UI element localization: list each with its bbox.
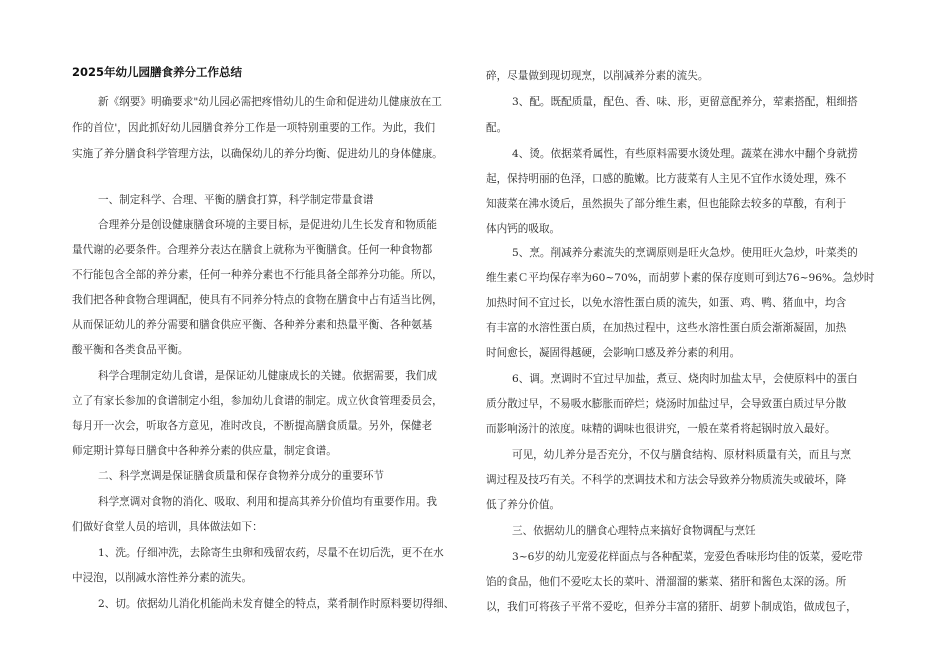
paragraph-line: 馅的食品，他们不爱吃太长的菜叶、滑溜溜的紫菜、猪肝和酱色太深的汤。所 xyxy=(486,576,847,588)
paragraph-line: 量代谢的必要条件。合理养分表达在膳食上就称为平衡膳食。任何一种食物都 xyxy=(72,244,433,256)
paragraph-line: 5、烹。削减养分素流失的烹调原则是旺火急炒。使用旺火急炒，叶菜类的 xyxy=(512,247,858,259)
section-heading: 三、依据幼儿的膳食心理特点来搞好食物调配与烹饪 xyxy=(512,525,756,537)
section-heading: 一、制定科学、合理、平衡的膳食打算，科学制定带量食谱 xyxy=(98,194,374,206)
paragraph-line: 师定期计算每日膳食中各种养分素的供应量，制定食谱。 xyxy=(72,445,337,457)
paragraph-line: 新《纲要》明确要求"幼儿园必需把疼惜幼儿的生命和促进幼儿健康放在工 xyxy=(98,96,442,108)
paragraph-line: 知菠菜在沸水烫后，虽然损失了部分维生素，但也能除去较多的草酸，有利于 xyxy=(486,198,847,210)
paragraph-line: 6、调。烹调时不宜过早加盐，煮豆、烧肉时加盐太早，会使原料中的蛋白 xyxy=(512,373,858,385)
paragraph-line: 合理养分是创设健康膳食环境的主要目标，是促进幼儿生长发育和物质能 xyxy=(98,219,437,231)
paragraph-line: 立了有家长参加的食谱制定小组，参加幼儿食谱的制定。成立伙食管理委员会， xyxy=(72,395,443,407)
paragraph-line: 低了养分价值。 xyxy=(486,499,561,511)
paragraph-line: 调过程及技巧有关。不科学的烹调技术和方法会导致养分物质流失或破坏，降 xyxy=(486,474,847,486)
paragraph-line: 可见，幼儿养分是否充分，不仅与膳食结构、原材料质量有关，而且与烹 xyxy=(512,449,851,461)
paragraph-line: 我们把各种食物合理调配，使具有不同养分特点的食物在膳食中占有适当比例， xyxy=(72,294,443,306)
document-title: 2025年幼儿园膳食养分工作总结 xyxy=(72,65,243,79)
paragraph-line: 维生素Ｃ平均保存率为60~70%，而胡萝卜素的保存度则可到达76~96%。急炒时 xyxy=(486,272,875,284)
paragraph-line: 不行能包含全部的养分素，任何一种养分素也不行能具备全部养分功能。所以， xyxy=(72,269,443,281)
paragraph-line: 起，保持明丽的色泽，口感的脆嫩。比方菠菜有人主见不宜作水烫处理，殊不 xyxy=(486,173,847,185)
paragraph-line: 实施了养分膳食科学管理方法，以确保幼儿的养分均衡、促进幼儿的身体健康。 xyxy=(72,148,443,160)
paragraph-line: 科学合理制定幼儿食谱，是保证幼儿健康成长的关键。依据需要，我们成 xyxy=(98,370,437,382)
paragraph-line: 中浸泡，以削减水溶性养分素的流失。 xyxy=(72,572,253,584)
paragraph-line: 从而保证幼儿的养分需要和膳食供应平衡、各种养分素和热量平衡、各种氨基 xyxy=(72,319,433,331)
paragraph-line: 配。 xyxy=(486,122,508,134)
paragraph-line: 作的首位'，因此抓好幼儿园膳食养分工作是一项特别重要的工作。为此，我们 xyxy=(72,122,436,134)
paragraph-line: 4、烫。依据菜肴属性，有些原料需要水烫处理。蔬菜在沸水中翻个身就捞 xyxy=(512,148,858,160)
paragraph-line: 科学烹调对食物的消化、吸取、利用和提高其养分价值均有重要作用。我 xyxy=(98,496,437,508)
paragraph-line: 加热时间不宜过长，以免水溶性蛋白质的流失，如蛋、鸡、鸭、猪血中，均含 xyxy=(486,297,847,309)
paragraph-line: 3~6岁的幼儿宠爱花样面点与各种配菜，宠爱色香味形均佳的饭菜，爱吃带 xyxy=(512,551,863,563)
paragraph-line: 以，我们可将孩子平常不爱吃，但养分丰富的猪肝、胡萝卜制成馅，做成包子， xyxy=(486,601,857,613)
paragraph-line: 2、切。依据幼儿消化机能尚未发育健全的特点，菜肴制作时原料要切得细、 xyxy=(98,598,455,610)
paragraph-line: 而影响汤汁的浓度。味精的调味也很讲究，一般在菜肴将起锅时放入最好。 xyxy=(486,423,836,435)
paragraph-line: 体内钙的吸取。 xyxy=(486,223,561,235)
paragraph-line: 有丰富的水溶性蛋白质，在加热过程中，这些水溶性蛋白质会渐渐凝固，加热 xyxy=(486,322,847,334)
section-heading: 二、科学烹调是保证膳食质量和保存食物养分成分的重要环节 xyxy=(98,470,385,482)
paragraph-line: 1、洗。仔细冲洗，去除寄生虫卵和残留农药，尽量不在切后洗，更不在水 xyxy=(98,547,444,559)
paragraph-line: 碎，尽量做到现切现烹，以削减养分素的流失。 xyxy=(486,70,709,82)
paragraph-line: 酸平衡和各类食品平衡。 xyxy=(72,344,189,356)
paragraph-line: 时间愈长，凝固得越硬，会影响口感及养分素的利用。 xyxy=(486,347,741,359)
paragraph-line: 质分散过早，不易吸水膨胀而碎烂；烧汤时加盐过早，会导致蛋白质过早分散 xyxy=(486,398,847,410)
paragraph-line: 3、配。既配质量，配色、香、味、形，更留意配养分，荤素搭配，粗细搭 xyxy=(512,96,858,108)
paragraph-line: 们做好食堂人员的培训，具体做法如下： xyxy=(72,521,263,533)
paragraph-line: 每月开一次会，听取各方意见，准时改良，不断提高膳食质量。另外，保健老 xyxy=(72,420,433,432)
